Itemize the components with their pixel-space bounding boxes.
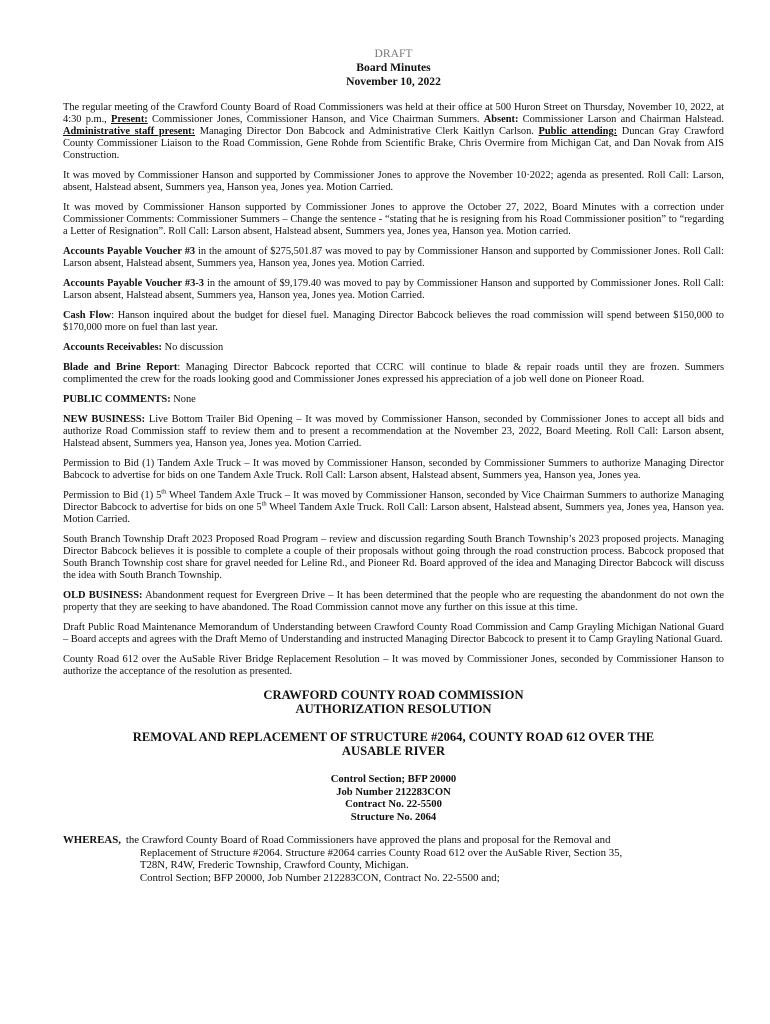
old-business-label: OLD BUSINESS:	[63, 590, 143, 601]
whereas-line-2: Replacement of Structure #2064. Structure #2064 carries County Road 612 over the AuSable River, Section 35,	[139, 846, 623, 859]
old-business-paragraph	[63, 590, 724, 614]
public-attending-label: Public attending:	[538, 126, 618, 137]
blade-brine-paragraph	[63, 362, 724, 386]
agenda-paragraph: It was moved by Commissioner Hanson and supported by Commissioner Jones to approve the November 10·2022; agenda as presented. Roll Call: Larson, absent, Halstead absent, Summers yea, Hanson yea, Jones yea. Motion Carried.	[63, 170, 724, 193]
structure-number: Structure No. 2064	[350, 811, 437, 823]
south-branch-paragraph: South Branch Township Draft 2023 Proposed Road Program – review and discussion regarding South Branch Township’s 2023 proposed projects. Managing Director Babcock believes it is possible to complete a couple of their proposals without going through the road construction process. Babcock proposed that South Branch Township cost share for gravel needed for Leline Rd., and Pioneer Rd. Board approved of the idea and Managing Director Babcock will discuss the idea with South Branch Township.	[63, 534, 724, 581]
voucher-3-text: in the amount of $275,501.87 was moved to pay by Commissioner Hanson and supported by Commissioner Jones. Roll Call: Larson absent, Halstead absent, Summers yea, Hanson yea, Jones yea. Motion Carried.	[63, 246, 725, 269]
tandem-truck-paragraph: Permission to Bid (1) Tandem Axle Truck – It was moved by Commissioner Hanson, seconded by Commissioner Summers to authorize Managing Director Babcock to advertise for bids on one Tandem Axle Truck. Roll Call: Larson absent, Halstead absent, Summers yea, Hanson yea, Jones yea.	[63, 458, 724, 481]
draft-label: DRAFT	[374, 47, 413, 60]
whereas-body	[126, 834, 724, 884]
public-comments-paragraph	[63, 394, 724, 406]
intro-paragraph	[63, 102, 724, 162]
minutes-approval-paragraph: It was moved by Commissioner Hanson supported by Commissioner Jones to approve the October 27, 2022, Board Minutes with a correction under Commissioner Comments: Commissioner Summers – Change the sentence - “stating that he is resigning from his Road Commissioner position” to “regarding a Letter of Resignation”. Roll Call: Larson absent, Halstead absent, Summers yea, Jones yea, Hanson yea. Motion carried.	[63, 202, 724, 237]
old-business-text: Abandonment request for Evergreen Drive – It has been determined that the people who are requesting the abandonment do not own the property that they are seeking to have abandoned. The Road Commission cannot move any further on this issue at this time.	[63, 590, 724, 613]
job-number: Job Number 212283CON	[336, 786, 451, 798]
resolution-title	[63, 688, 724, 716]
present-text: Commissioner Jones, Commissioner Hanson, and Vice Chairman Summers.	[147, 114, 480, 125]
mou-paragraph: Draft Public Road Maintenance Memorandum of Understanding between Crawford County Road Commission and Camp Grayling Michigan National Guard – Board accepts and agrees with the Draft Memo of Understanding and instructed Managing Director Babcock to present it to Camp Grayling National Guard.	[63, 622, 724, 645]
cash-flow-paragraph	[63, 310, 724, 334]
blade-brine-label: Blade and Brine Report	[63, 362, 178, 373]
public-comments-label: PUBLIC COMMENTS:	[63, 394, 171, 405]
fifth-wheel-text-b: Wheel Tandem Axle Truck – It was moved by Commissioner Hanson, seconded by Vice Chairman Summers to authorize Managing Director Babcock to advertise for bids on one 5	[63, 490, 724, 513]
minutes-header	[63, 47, 724, 89]
voucher-3-3-paragraph	[63, 278, 724, 302]
fifth-wheel-paragraph	[63, 490, 724, 526]
receivables-text: No discussion	[161, 342, 224, 353]
voucher-3-3-label: Accounts Payable Voucher #3-3	[63, 278, 204, 289]
present-label: Present:	[111, 114, 148, 125]
voucher-3-3-text: in the amount of $9,179.40 was moved to pay by Commissioner Hanson and supported by Commissioner Jones. Roll Call: Larson absent, Halstead absent, Summers yea, Hanson yea, Jones yea. Motion Carried.	[63, 278, 724, 301]
public-comments-text: None	[170, 394, 196, 405]
new-business-label: NEW BUSINESS:	[63, 414, 146, 425]
ordinal-suffix: th	[161, 488, 167, 496]
voucher-3-paragraph	[63, 246, 724, 270]
control-section: Control Section; BFP 20000	[330, 774, 457, 785]
resolution-subject-line-1: REMOVAL AND REPLACEMENT OF STRUCTURE #2064, COUNTY ROAD 612 OVER THE	[132, 730, 655, 744]
contract-number: Contract No. 22-5500	[345, 799, 442, 810]
blade-brine-text: : Managing Director Babcock reported that CCRC will continue to blade & repair roads until they are frozen. Summers complimented the crew for the roads looking good and Commissioner Jones expressed his appreciation of a job well done on Pioneer Road.	[63, 362, 724, 385]
intro-text: The regular meeting of the Crawford County Board of Road Commissioners was held at their office at 500 Huron Street on Thursday, November 10, 2022, at 4:30 p.m.,	[63, 102, 724, 125]
resolution-subject-line-2: AUSABLE RIVER	[341, 744, 446, 758]
whereas-line-1: the Crawford County Board of Road Commissioners have approved the plans and proposal for the Removal and	[125, 834, 611, 846]
admin-staff-text: Managing Director Don Babcock and Administrative Clerk Kaitlyn Carlson.	[195, 126, 534, 137]
whereas-label: WHEREAS,	[63, 834, 121, 846]
resolution-title-line-2: AUTHORIZATION RESOLUTION	[295, 702, 492, 716]
admin-staff-label: Administrative staff present:	[63, 126, 196, 137]
absent-label: Absent:	[483, 114, 519, 125]
resolution-title-line-1: CRAWFORD COUNTY ROAD COMMISSION	[263, 688, 524, 702]
whereas-line-3: T28N, R4W, Frederic Township, Crawford County, Michigan.	[139, 859, 409, 872]
voucher-3-label: Accounts Payable Voucher #3	[63, 246, 196, 257]
cash-flow-text: : Hanson inquired about the budget for diesel fuel. Managing Director Babcock believes the road commission will spend between $150,000 to $170,000 more on fuel than last year.	[63, 310, 724, 333]
cash-flow-label: Cash Flow	[63, 310, 112, 321]
new-business-text: Live Bottom Trailer Bid Opening – It was moved by Commissioner Hanson, seconded by Commissioner Jones to accept all bids and authorize Road Commission staff to review them and to present a recommendation at the November 23, 2022, Board Meeting. Roll Call: Larson absent, Halstead absent, Summers yea, Hanson yea, Jones yea. Motion Carried.	[63, 414, 724, 449]
absent-text: Commissioner Larson and Chairman Halstead.	[518, 114, 724, 125]
public-attending-text: Duncan Gray Crawford County Commissioner Liaison to the Road Commission, Gene Rohde from Scientific Brake, Chris Overmire from Michigan Cat, and Dan Novak from AIS Construction.	[63, 126, 724, 161]
fifth-wheel-text-a: Permission to Bid (1) 5	[63, 490, 162, 501]
meeting-date: November 10, 2022	[346, 75, 441, 88]
ordinal-suffix: th	[261, 500, 267, 508]
receivables-label: Accounts Receivables:	[63, 342, 162, 353]
document-title: Board Minutes	[356, 61, 431, 74]
new-business-paragraph	[63, 414, 724, 450]
whereas-clause	[63, 834, 724, 884]
whereas-line-4: Control Section; BFP 20000, Job Number 212283CON, Contract No. 22-5500 and;	[139, 871, 500, 884]
cr612-paragraph: County Road 612 over the AuSable River Bridge Replacement Resolution – It was moved by Commissioner Jones, seconded by Commissioner Hanson to authorize the acceptance of the resolution as presented.	[63, 654, 724, 677]
receivables-paragraph	[63, 342, 724, 354]
resolution-identifiers	[63, 774, 724, 824]
fifth-wheel-text-c: Wheel Tandem Axle Truck. Roll Call: Larson absent, Halstead absent, Summers yea, Jones yea, Hanson yea. Motion Carried.	[63, 502, 724, 525]
resolution-subject	[63, 730, 724, 758]
